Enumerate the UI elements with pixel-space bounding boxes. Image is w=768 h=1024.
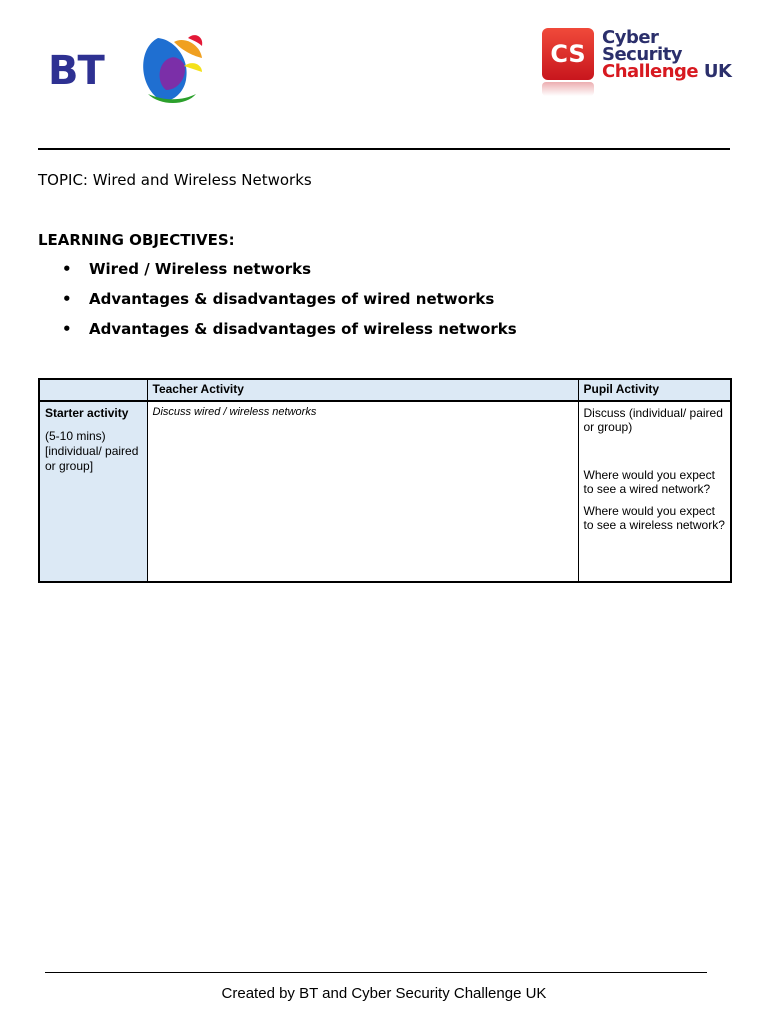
csc-logo-uk: UK: [703, 61, 732, 82]
table-header-row: [39, 379, 731, 401]
pupil-activity-item: Where would you expect to see a wireless network?: [583, 504, 725, 532]
lesson-plan-table: [38, 378, 732, 583]
csc-logo-text: [602, 29, 732, 80]
csc-logo-line3: [602, 63, 732, 80]
objective-item: • Wired / Wireless networks: [62, 260, 517, 290]
csc-badge-icon: CS: [542, 28, 594, 80]
teacher-activity-text: Discuss wired / wireless networks: [152, 406, 317, 418]
bt-globe-icon: [128, 30, 208, 106]
pupil-activity-cell: [578, 401, 731, 582]
bt-logo: [48, 30, 208, 106]
stage-duration-note: (5-10 mins) [individual/ paired or group]: [45, 429, 139, 473]
objective-item: • Advantages & disadvantages of wireless networks: [62, 320, 517, 350]
bt-logo-text: BT: [48, 48, 104, 94]
csc-logo-line1: Cyber: [602, 27, 659, 48]
table-header-pupil-activity: Pupil Activity: [578, 379, 731, 401]
cyber-security-challenge-logo: [542, 28, 732, 98]
stage-cell: [39, 401, 147, 582]
learning-objectives-heading: LEARNING OBJECTIVES:: [38, 231, 235, 249]
topic-heading: TOPIC: Wired and Wireless Networks: [38, 171, 312, 189]
objective-item: • Advantages & disadvantages of wired networks: [62, 290, 517, 320]
table-row: [39, 401, 731, 582]
learning-objectives-list: [62, 260, 517, 350]
stage-title: Starter activity: [45, 406, 129, 420]
footer-credit: Created by BT and Cyber Security Challenge UK: [221, 985, 547, 1002]
table-header-teacher-activity: Teacher Activity: [147, 379, 578, 401]
header-divider: [38, 148, 730, 150]
csc-badge-reflection: [542, 82, 594, 96]
footer-divider: [45, 972, 707, 973]
pupil-activity-item: Discuss (individual/ paired or group): [583, 406, 723, 434]
teacher-activity-cell: [147, 401, 578, 582]
pupil-activity-item: Where would you expect to see a wired network?: [583, 468, 715, 496]
csc-logo-challenge: Challenge: [602, 61, 699, 82]
table-header-empty: [39, 379, 147, 401]
csc-logo-line2: Security: [602, 44, 683, 65]
